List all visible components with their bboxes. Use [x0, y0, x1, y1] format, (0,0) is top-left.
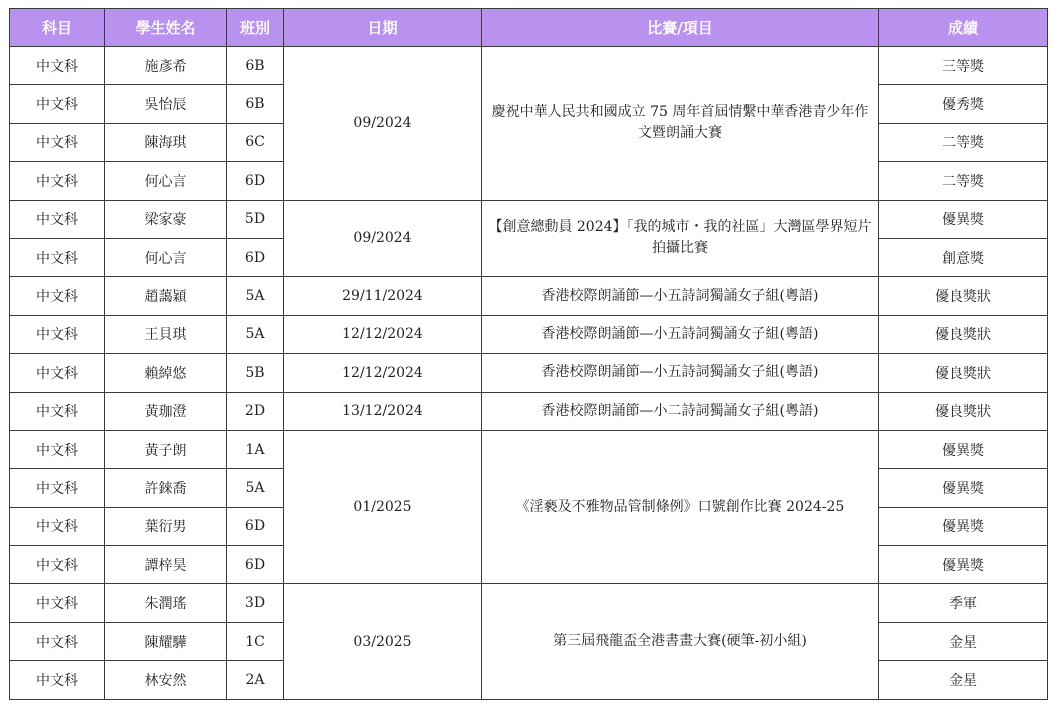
name-cell: 陳海琪: [105, 123, 227, 161]
subject-cell: 中文科: [10, 162, 105, 200]
subject-cell: 中文科: [10, 392, 105, 430]
result-cell: 優異獎: [879, 430, 1048, 468]
name-cell: 譚梓昊: [105, 546, 227, 584]
table-row: [10, 47, 1048, 85]
table-row: [10, 277, 1048, 315]
result-cell: 二等獎: [879, 123, 1048, 161]
name-cell: 林安然: [105, 661, 227, 699]
table-row: [10, 584, 1048, 622]
result-cell: 優異獎: [879, 469, 1048, 507]
class-cell: 5A: [227, 277, 284, 315]
class-cell: 3D: [227, 584, 284, 622]
awards-table: [9, 8, 1048, 700]
table-row: [10, 430, 1048, 468]
subject-cell: 中文科: [10, 584, 105, 622]
name-cell: 何心言: [105, 162, 227, 200]
date-cell: 29/11/2024: [284, 277, 482, 315]
competition-cell: 慶祝中華人民共和國成立 75 周年首屆情繫中華香港青少年作文暨朗誦大賽: [482, 47, 879, 201]
class-cell: 5A: [227, 315, 284, 353]
competition-cell: 香港校際朗誦節—小五詩詞獨誦女子組(粵語): [482, 277, 879, 315]
competition-cell: 香港校際朗誦節—小五詩詞獨誦女子組(粵語): [482, 354, 879, 392]
date-cell: 12/12/2024: [284, 354, 482, 392]
class-cell: 6B: [227, 85, 284, 123]
name-cell: 王貝琪: [105, 315, 227, 353]
class-cell: 1C: [227, 622, 284, 660]
class-cell: 6D: [227, 238, 284, 276]
subject-cell: 中文科: [10, 507, 105, 545]
table-row: [10, 200, 1048, 238]
subject-cell: 中文科: [10, 85, 105, 123]
subject-cell: 中文科: [10, 123, 105, 161]
date-cell: 09/2024: [284, 200, 482, 277]
class-cell: 1A: [227, 430, 284, 468]
result-cell: 二等獎: [879, 162, 1048, 200]
class-cell: 6D: [227, 546, 284, 584]
result-cell: 優異獎: [879, 200, 1048, 238]
competition-cell: 香港校際朗誦節—小五詩詞獨誦女子組(粵語): [482, 315, 879, 353]
result-cell: 三等獎: [879, 47, 1048, 85]
table-row: [10, 392, 1048, 430]
class-cell: 5B: [227, 354, 284, 392]
name-cell: 吳怡辰: [105, 85, 227, 123]
class-cell: 6B: [227, 47, 284, 85]
result-cell: 優良獎狀: [879, 315, 1048, 353]
result-cell: 優良獎狀: [879, 354, 1048, 392]
name-cell: 黃子朗: [105, 430, 227, 468]
class-cell: 2A: [227, 661, 284, 699]
class-cell: 2D: [227, 392, 284, 430]
class-cell: 5A: [227, 469, 284, 507]
name-cell: 趙藹穎: [105, 277, 227, 315]
result-cell: 優異獎: [879, 546, 1048, 584]
subject-cell: 中文科: [10, 546, 105, 584]
result-cell: 金星: [879, 622, 1048, 660]
name-cell: 陳耀驊: [105, 622, 227, 660]
competition-cell: 【創意總動員 2024】「我的城市・我的社區」大灣區學界短片拍攝比賽: [482, 200, 879, 277]
result-cell: 優異獎: [879, 507, 1048, 545]
date-cell: 13/12/2024: [284, 392, 482, 430]
subject-cell: 中文科: [10, 430, 105, 468]
name-cell: 朱潤瑤: [105, 584, 227, 622]
header-result: 成績: [879, 9, 1048, 47]
subject-cell: 中文科: [10, 622, 105, 660]
subject-cell: 中文科: [10, 315, 105, 353]
result-cell: 優良獎狀: [879, 392, 1048, 430]
date-cell: 09/2024: [284, 47, 482, 201]
date-cell: 03/2025: [284, 584, 482, 699]
class-cell: 6D: [227, 162, 284, 200]
name-cell: 黃珈澄: [105, 392, 227, 430]
subject-cell: 中文科: [10, 469, 105, 507]
header-row: [10, 9, 1048, 47]
table-row: [10, 315, 1048, 353]
result-cell: 季軍: [879, 584, 1048, 622]
name-cell: 賴綽悠: [105, 354, 227, 392]
header-date: 日期: [284, 9, 482, 47]
class-cell: 5D: [227, 200, 284, 238]
result-cell: 金星: [879, 661, 1048, 699]
header-class: 班別: [227, 9, 284, 47]
table-row: [10, 354, 1048, 392]
class-cell: 6C: [227, 123, 284, 161]
date-cell: 12/12/2024: [284, 315, 482, 353]
header-competition: 比賽/項目: [482, 9, 879, 47]
competition-cell: 第三屆飛龍盃全港書畫大賽(硬筆-初小組): [482, 584, 879, 699]
subject-cell: 中文科: [10, 47, 105, 85]
name-cell: 葉衍男: [105, 507, 227, 545]
date-cell: 01/2025: [284, 430, 482, 584]
result-cell: 創意獎: [879, 238, 1048, 276]
competition-cell: 《淫褻及不雅物品管制條例》口號創作比賽 2024-25: [482, 430, 879, 584]
subject-cell: 中文科: [10, 238, 105, 276]
result-cell: 優秀獎: [879, 85, 1048, 123]
competition-cell: 香港校際朗誦節—小二詩詞獨誦女子組(粵語): [482, 392, 879, 430]
result-cell: 優良獎狀: [879, 277, 1048, 315]
name-cell: 施彥希: [105, 47, 227, 85]
header-student-name: 學生姓名: [105, 9, 227, 47]
class-cell: 6D: [227, 507, 284, 545]
name-cell: 許錸喬: [105, 469, 227, 507]
subject-cell: 中文科: [10, 354, 105, 392]
header-subject: 科目: [10, 9, 105, 47]
name-cell: 何心言: [105, 238, 227, 276]
subject-cell: 中文科: [10, 200, 105, 238]
name-cell: 梁家豪: [105, 200, 227, 238]
subject-cell: 中文科: [10, 661, 105, 699]
subject-cell: 中文科: [10, 277, 105, 315]
